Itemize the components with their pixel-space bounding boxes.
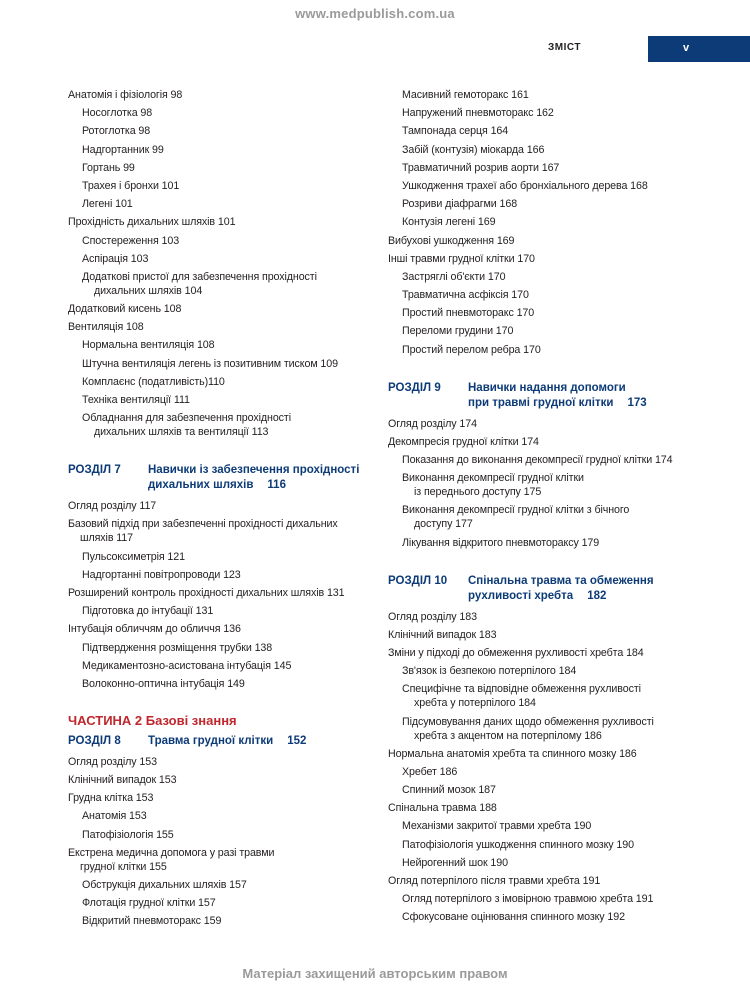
page-number-tab [648,36,750,62]
chapter-number: РОЗДІЛ 10 [388,574,448,587]
toc-entry[interactable] [68,550,378,564]
toc-entry[interactable] [68,179,378,193]
toc-entry-text: Комплаєнс (податливість)110 [82,375,225,388]
toc-entry[interactable] [68,878,378,892]
toc-entry[interactable] [68,641,378,655]
toc-entry[interactable] [68,393,378,407]
toc-entry[interactable] [388,838,723,852]
copyright-watermark: Матеріал захищений авторським правом [242,966,508,981]
toc-entry[interactable] [388,664,723,678]
toc-entry[interactable] [388,783,723,797]
toc-entry[interactable] [68,604,378,618]
chapter-page: 173 [627,396,647,409]
toc-entry[interactable] [68,517,378,545]
toc-entry-text: Механізми закритої травми хребта 190 [402,820,592,833]
toc-entry[interactable] [68,828,378,842]
toc-entry-text: Огляд розділу 117 [68,500,157,513]
toc-entry-text: Відкритий пневмоторакс 159 [82,915,222,928]
toc-entry-text: Гортань 99 [82,161,135,174]
toc-entry[interactable] [388,215,723,229]
chapter-title [148,734,306,749]
toc-entry-text: Забій (контузія) міокарда 166 [402,143,545,156]
toc-entry-text: Спінальна травма 188 [388,802,497,815]
toc-entry[interactable] [68,320,378,334]
toc-entry[interactable] [68,677,378,691]
toc-entry[interactable] [388,610,723,624]
toc-entry[interactable] [68,499,378,513]
toc-entry-text: Лікування відкритого пневмотораксу 179 [402,536,600,549]
toc-entry[interactable] [388,471,723,499]
toc-entry-text-cont: грудної клітки 155 [80,860,167,873]
toc-entry[interactable] [388,874,723,888]
toc-entry-text: Інші травми грудної клітки 170 [388,252,535,265]
toc-entry-text: Сфокусоване оцінювання спинного мозку 192 [402,911,625,924]
toc-entry-text: Спостереження 103 [82,234,180,247]
chapter-title [468,381,647,411]
toc-entry-text: Напружений пневмоторакс 162 [402,107,554,120]
toc-group [68,755,378,929]
toc-entry[interactable] [388,234,723,248]
chapter-title-line: рухливості хребта [468,589,574,602]
toc-entry-text: Зв'язок із безпекою потерпілого 184 [402,665,577,678]
toc-entry[interactable] [388,124,723,138]
toc-entry[interactable] [68,773,378,787]
toc-entry-text: Надгортанник 99 [82,143,164,156]
chapter-page: 116 [267,479,286,492]
toc-entry[interactable] [68,809,378,823]
toc-entry-text: Патофізіологія 155 [82,828,174,841]
toc-entry-text: Носоглотка 98 [82,107,153,120]
toc-entry[interactable] [68,161,378,175]
toc-entry[interactable] [68,270,378,298]
chapter-title-line: Спінальна травма та обмеження [468,574,654,587]
toc-entry-text: Ушкодження трахеї або бронхіального дерева 168 [402,179,648,192]
toc-entry[interactable] [68,88,378,102]
toc-entry[interactable] [68,568,378,582]
toc-entry-text: Підтвердження розміщення трубки 138 [82,641,273,654]
chapter-title-line: Навички надання допомоги [468,381,626,394]
toc-entry-text: Розриви діафрагми 168 [402,198,518,211]
toc-entry[interactable] [388,161,723,175]
toc-entry-text: Огляд потерпілого після травми хребта 191 [388,875,601,887]
toc-entry-text: Пульсоксиметрія 121 [82,550,185,563]
chapter-title-line: Травма грудної клітки [148,734,274,747]
toc-entry-text: Нормальна анатомія хребта та спинного мозку 186 [388,747,637,760]
toc-entry[interactable] [68,302,378,316]
chapter-heading-8[interactable] [68,734,378,749]
toc-entry-text: Контузія легені 169 [402,216,496,229]
toc-entry-text: Масивний гемоторакс 161 [402,89,529,101]
toc-entry[interactable] [388,143,723,157]
toc-entry-text: Патофізіологія ушкодження спинного мозку 190 [402,838,634,851]
toc-entry-text: Трахея і бронхи 101 [82,179,180,192]
toc-entry-text: Травматичний розрив аорти 167 [402,161,560,174]
chapter-number: РОЗДІЛ 8 [68,734,121,747]
toc-entry-text: Специфічне та відповідне обмеження рухливості [402,683,641,696]
toc-entry[interactable] [68,234,378,248]
toc-entry[interactable] [68,659,378,673]
toc-entry[interactable] [68,338,378,352]
toc-entry[interactable] [68,197,378,211]
toc-entry[interactable] [68,896,378,910]
toc-entry-text: Виконання декомпресії грудної клітки з бічного [402,504,630,517]
toc-entry[interactable] [388,536,723,550]
toc-entry-text: Флотація грудної клітки 157 [82,897,216,910]
toc-group [388,88,723,357]
toc-entry-text: Легені 101 [82,198,133,211]
toc-entry-text: Огляд розділу 174 [388,417,477,430]
toc-entry-text: Хребет 186 [402,765,458,778]
toc-entry[interactable] [68,411,378,439]
toc-entry-text: Простий перелом ребра 170 [402,343,541,356]
toc-entry[interactable] [388,856,723,870]
toc-entry-text-cont: дихальних шляхів та вентиляції 113 [94,426,269,439]
toc-entry-text: Ротоглотка 98 [82,125,151,138]
toc-entry-text: Декомпресія грудної клітки 174 [388,435,539,448]
toc-entry[interactable] [388,179,723,193]
toc-entry[interactable] [388,288,723,302]
toc-group [68,88,378,439]
toc-entry-text: Нормальна вентиляція 108 [82,339,215,352]
toc-entry-text: Зміни у підході до обмеження рухливості хребта 184 [388,646,644,659]
toc-entry[interactable] [388,747,723,761]
toc-entry[interactable] [388,270,723,284]
toc-entry[interactable] [388,306,723,320]
toc-entry-text: Тампонада серця 164 [402,125,509,138]
page-number: v [683,42,690,54]
toc-group [388,417,723,550]
toc-entry-text: Підсумовування даних щодо обмеження рухливості [402,715,654,728]
chapter-page: 182 [587,589,607,602]
toc-entry-text: Аспірація 103 [82,252,149,265]
toc-entry-text: Додатковий кисень 108 [68,303,182,316]
toc-entry-text: Обструкція дихальних шляхів 157 [82,879,247,891]
chapter-title-line: при травмі грудної клітки [468,396,614,409]
chapter-heading-10[interactable] [388,574,723,604]
chapter-number: РОЗДІЛ 7 [68,464,121,477]
toc-entry[interactable] [388,197,723,211]
toc-entry[interactable] [68,846,378,874]
chapter-title-line: дихальних шляхів [148,479,254,492]
toc-entry-text: Клінічний випадок 153 [68,774,177,787]
toc-entry-text: Застряглі об'єкти 170 [402,270,506,283]
toc-entry-text: Інтубація обличчям до обличчя 136 [68,623,241,636]
part-heading: ЧАСТИНА 2 Базові знання [68,712,237,728]
toc-entry[interactable] [388,417,723,431]
toc-entry-text: Вентиляція 108 [68,321,144,334]
toc-entry-text: Огляд розділу 153 [68,755,157,768]
toc-entry[interactable] [388,88,723,102]
toc-entry-text-cont: доступу 177 [414,518,473,531]
toc-entry[interactable] [388,910,723,924]
toc-entry[interactable] [68,375,378,389]
toc-entry[interactable] [68,215,378,229]
toc-entry[interactable] [388,252,723,266]
source-watermark-url: www.medpublish.com.ua [295,6,455,21]
toc-entry[interactable] [68,755,378,769]
toc-entry-text: Нейрогенний шок 190 [402,856,508,869]
toc-entry-text: Розширений контроль прохідності дихальних шляхів 131 [68,586,345,599]
toc-entry-text-cont: хребта з акцентом на потерпілому 186 [414,729,602,742]
toc-entry-text-cont: шляхів 117 [80,532,134,545]
chapter-title [468,574,654,604]
toc-entry[interactable] [68,622,378,636]
toc-entry[interactable] [388,646,723,660]
toc-entry-text: Анатомія і фізіологія 98 [68,89,183,101]
toc-entry[interactable] [388,765,723,779]
toc-entry-text: Обладнання для забезпечення прохідності [82,412,291,425]
toc-entry[interactable] [388,106,723,120]
chapter-title [148,463,359,493]
toc-entry-text: Медикаментозно-асистована інтубація 145 [82,659,292,672]
toc-entry[interactable] [388,892,723,906]
toc-entry-text: Екстрена медична допомога у разі травми [68,846,275,859]
toc-entry-text: Волоконно-оптична інтубація 149 [82,677,245,690]
toc-entry[interactable] [388,503,723,531]
toc-entry[interactable] [388,453,723,467]
chapter-heading-7[interactable] [68,463,378,493]
toc-group [68,499,378,691]
toc-entry[interactable] [68,791,378,805]
toc-entry-text: Вибухові ушкодження 169 [388,234,515,247]
chapter-page: 152 [287,734,307,747]
toc-entry[interactable] [388,682,723,710]
toc-entry[interactable] [68,106,378,120]
toc-entry-text: Грудна клітка 153 [68,792,154,805]
toc-group [388,610,723,925]
toc-entry-text-cont: дихальних шляхів 104 [94,284,203,297]
toc-entry-text: Простий пневмоторакс 170 [402,307,535,320]
toc-entry-text: Штучна вентиляція легень із позитивним тиском 109 [82,357,338,370]
toc-entry[interactable] [388,343,723,357]
toc-entry-text: Базовий підхід при забезпеченні прохідності дихальних [68,518,338,531]
running-header-title: ЗМІСТ [548,42,581,53]
toc-entry[interactable] [388,819,723,833]
toc-entry[interactable] [388,715,723,743]
toc-entry-text: Показання до виконання декомпресії грудної клітки 174 [402,454,673,466]
toc-entry-text: Травматична асфіксія 170 [402,289,529,302]
toc-entry[interactable] [68,357,378,371]
toc-column-left [68,88,378,933]
toc-entry-text: Огляд розділу 183 [388,610,477,623]
toc-entry-text: Виконання декомпресії грудної клітки [402,472,584,485]
toc-entry[interactable] [68,124,378,138]
toc-entry[interactable] [388,801,723,815]
toc-entry-text: Анатомія 153 [82,810,147,823]
toc-column-right [388,88,723,929]
toc-entry[interactable] [388,435,723,449]
toc-entry-text: Техніка вентиляції 111 [82,394,190,406]
toc-entry-text: Огляд потерпілого з імовірною травмою хребта 191 [402,893,654,906]
toc-entry-text-cont: із переднього доступу 175 [414,486,542,499]
toc-entry-text-cont: хребта у потерпілого 184 [414,697,536,710]
toc-entry[interactable] [68,143,378,157]
toc-entry-text: Клінічний випадок 183 [388,628,497,641]
toc-entry[interactable] [68,914,378,928]
toc-entry-text: Підготовка до інтубації 131 [82,605,214,618]
toc-entry[interactable] [388,324,723,338]
chapter-title-line: Навички із забезпечення прохідності [148,464,360,477]
toc-entry[interactable] [68,586,378,600]
toc-entry-text: Переломи грудини 170 [402,325,514,338]
chapter-number: РОЗДІЛ 9 [388,381,441,394]
toc-entry-text: Прохідність дихальних шляхів 101 [68,216,236,229]
toc-entry-text: Спинний мозок 187 [402,784,496,797]
chapter-heading-9[interactable] [388,381,723,411]
toc-entry[interactable] [68,252,378,266]
toc-entry-text: Надгортанні повітропроводи 123 [82,568,241,581]
toc-entry[interactable] [388,628,723,642]
toc-entry-text: Додаткові пристої для забезпечення прохідності [82,270,317,283]
